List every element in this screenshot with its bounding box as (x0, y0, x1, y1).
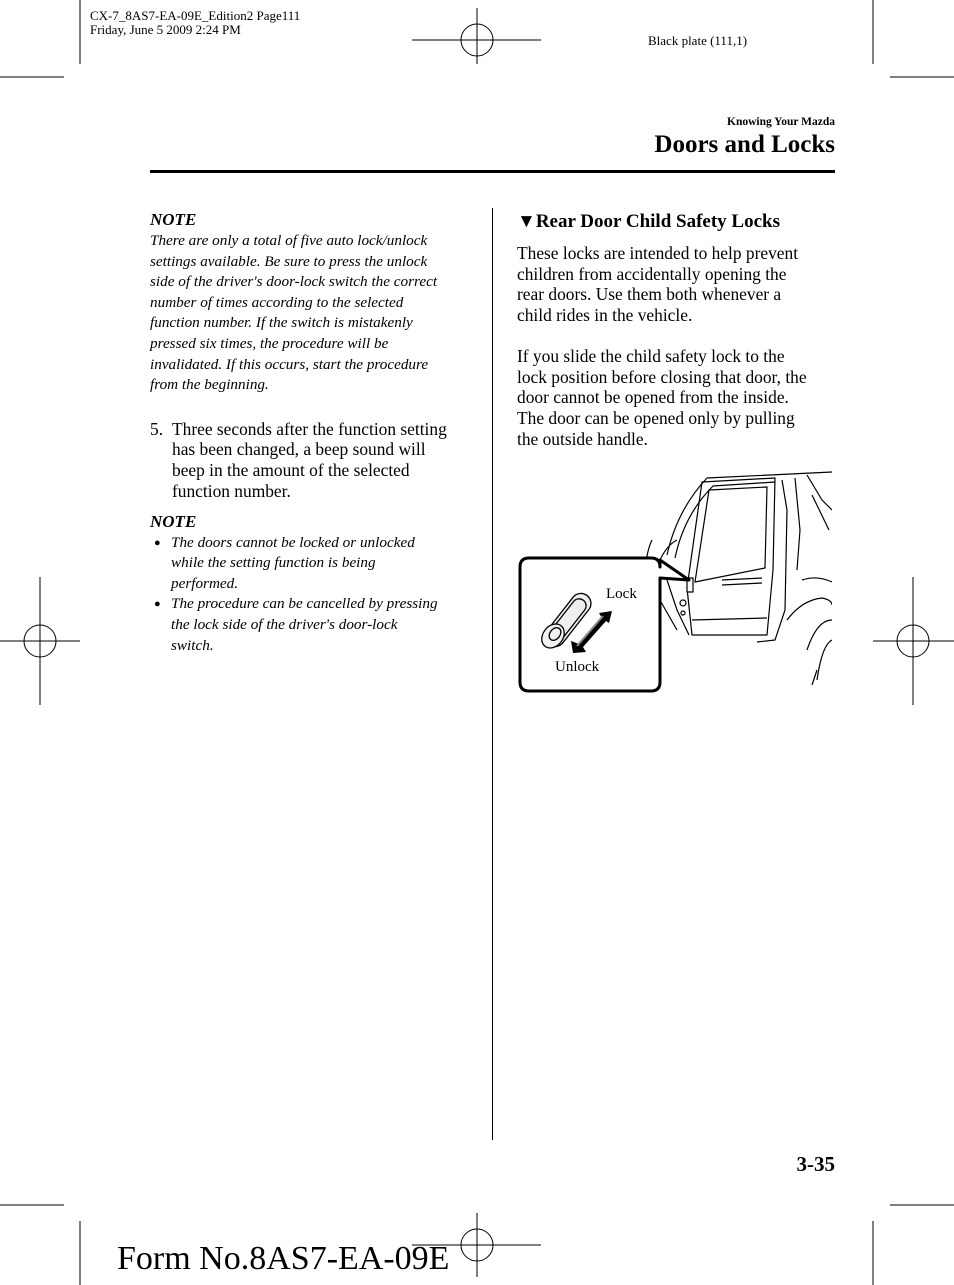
form-number: Form No.8AS7-EA-09E (117, 1240, 450, 1277)
note-line: side of the driver's door-lock switch the correct (150, 273, 438, 291)
bullet-line: the lock side of the driver's door-lock (171, 615, 398, 633)
note-heading: NOTE (150, 511, 197, 531)
section-heading (517, 211, 837, 233)
registration-mark-right (873, 577, 954, 705)
paragraph-line: child rides in the vehicle. (517, 305, 693, 326)
bullet-icon: ● (154, 536, 161, 549)
right-column (517, 211, 837, 449)
page-title: Doors and Locks (654, 131, 835, 158)
lock-label: Lock (606, 586, 637, 602)
note-bullet (150, 533, 480, 595)
registration-mark-left (0, 577, 80, 705)
left-column (150, 210, 480, 656)
section-heading-text: Rear Door Child Safety Locks (535, 211, 781, 232)
paragraph-line: These locks are intended to help prevent (517, 243, 799, 263)
bullet-line: switch. (171, 636, 214, 654)
step-5 (150, 419, 480, 502)
step-line: has been changed, a beep sound will (172, 439, 426, 460)
paragraph-line: door cannot be opened from the inside. (517, 387, 789, 408)
bullet-line: The doors cannot be locked or unlocked (171, 533, 415, 551)
note-paragraph (150, 231, 480, 396)
bullet-icon: ● (154, 598, 161, 611)
note-line: from the beginning. (150, 376, 269, 394)
note-line: settings available. Be sure to press the unlock (150, 252, 428, 270)
print-file-line: CX-7_8AS7-EA-09E_Edition2 Page111 (90, 8, 301, 23)
unlock-label: Unlock (555, 659, 600, 675)
paragraph-line: rear doors. Use them both whenever a (517, 284, 782, 305)
plate-label: Black plate (111,1) (648, 33, 748, 48)
step-number: 5. (150, 418, 164, 439)
paragraph-line: If you slide the child safety lock to the (517, 345, 785, 366)
bullet-line: performed. (171, 574, 239, 592)
paragraph-line: the outside handle. (517, 428, 648, 449)
note-heading: NOTE (150, 210, 197, 229)
paragraph-line: lock position before closing that door, the (517, 366, 807, 387)
paragraph (517, 346, 837, 450)
bullet-line: while the setting function is being (171, 554, 376, 572)
step-line: beep in the amount of the selected (172, 460, 410, 481)
note-line: pressed six times, the procedure will be (150, 334, 389, 352)
section-kicker: Knowing Your Mazda (727, 116, 835, 128)
registration-mark-top (412, 8, 541, 64)
note-line: invalidated. If this occurs, start the procedure (150, 355, 429, 373)
lock-callout (520, 558, 689, 691)
note-line: number of times according to the selected (150, 293, 404, 311)
paragraph-line: The door can be opened only by pulling (517, 407, 795, 428)
triangle-down-icon: ▼ (517, 211, 536, 232)
page-number: 3-35 (796, 1152, 835, 1176)
step-text (172, 419, 447, 502)
step-line: Three seconds after the function setting (172, 418, 447, 439)
bullet-line: The procedure can be cancelled by pressing (171, 595, 438, 613)
note-line: function number. If the switch is mistakenly (150, 314, 413, 332)
step-line: function number. (172, 480, 291, 501)
paragraph (517, 243, 837, 326)
print-date-line: Friday, June 5 2009 2:24 PM (90, 22, 241, 37)
header-rule (150, 170, 835, 173)
note-bullet (150, 594, 480, 656)
child-safety-lock-illustration (517, 470, 832, 695)
note-line: There are only a total of five auto lock/unlock (150, 232, 428, 249)
paragraph-line: children from accidentally opening the (517, 263, 787, 284)
column-divider (492, 208, 493, 1140)
